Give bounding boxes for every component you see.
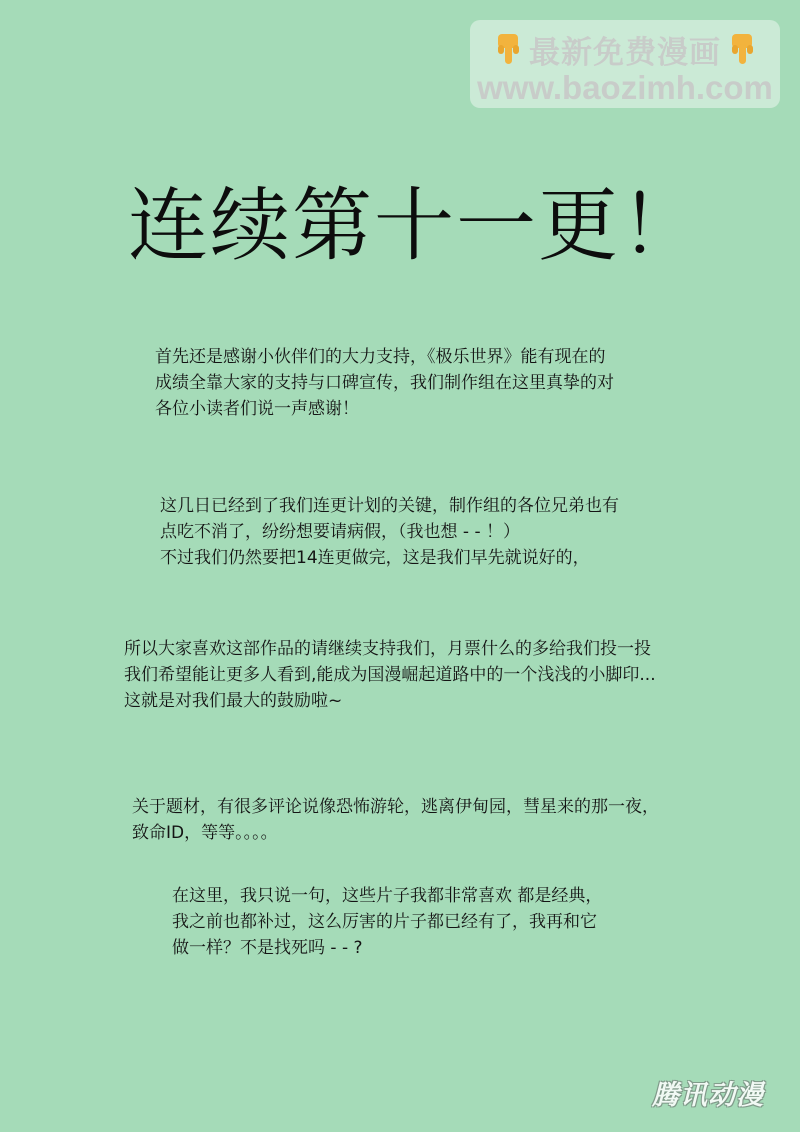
pointing-down-hand-icon [729, 32, 755, 66]
paragraph-line: 这就是对我们最大的鼓励啦~ [124, 691, 343, 711]
watermark-text-line1: 最新免费漫画 [529, 34, 721, 71]
watermark-line1 [470, 28, 780, 70]
paragraph-line: 成绩全靠大家的支持与口碑宣传，我们制作组在这里真挚的对 [155, 373, 614, 393]
paragraph-line: 在这里，我只说一句，这些片子我都非常喜欢 都是经典， [172, 886, 603, 906]
paragraph-line: 点吃不消了，纷纷想要请病假，（我也想 - - ！） [160, 522, 520, 542]
paragraph-support [124, 636, 656, 714]
paragraph-theme [132, 794, 659, 846]
paragraph-line: 所以大家喜欢这部作品的请继续支持我们，月票什么的多给我们投一投 [124, 639, 651, 659]
paragraph-closing [172, 883, 602, 961]
pointing-down-hand-icon [495, 32, 521, 66]
paragraph-line: 我之前也都补过，这么厉害的片子都已经有了，我再和它 [172, 912, 597, 932]
paragraph-line: 我们希望能让更多人看到,能成为国漫崛起道路中的一个浅浅的小脚印... [124, 665, 656, 685]
watermark-url: www.baozimh.com [477, 69, 773, 106]
paragraph-line: 致命ID，等等。。。。 [132, 823, 278, 843]
paragraph-line: 关于题材，有很多评论说像恐怖游轮，逃离伊甸园，彗星来的那一夜， [132, 797, 659, 817]
paragraph-line: 这几日已经到了我们连更计划的关键，制作组的各位兄弟也有 [160, 496, 619, 516]
paragraph-line: 不过我们仍然要把14连更做完，这是我们早先就说好的， [160, 548, 590, 568]
paragraph-schedule [160, 493, 619, 571]
tencent-comic-logo: 腾讯动漫 [652, 1080, 764, 1111]
paragraph-line: 做一样？不是找死吗 - - ? [172, 938, 363, 958]
paragraph-line: 首先还是感谢小伙伴们的大力支持，《极乐世界》能有现在的 [155, 347, 606, 367]
paragraph-thanks [155, 344, 614, 422]
page-title: 连续第十一更！ [128, 179, 702, 272]
paragraph-line: 各位小读者们说一声感谢！ [155, 399, 359, 419]
watermark-badge [470, 20, 780, 108]
